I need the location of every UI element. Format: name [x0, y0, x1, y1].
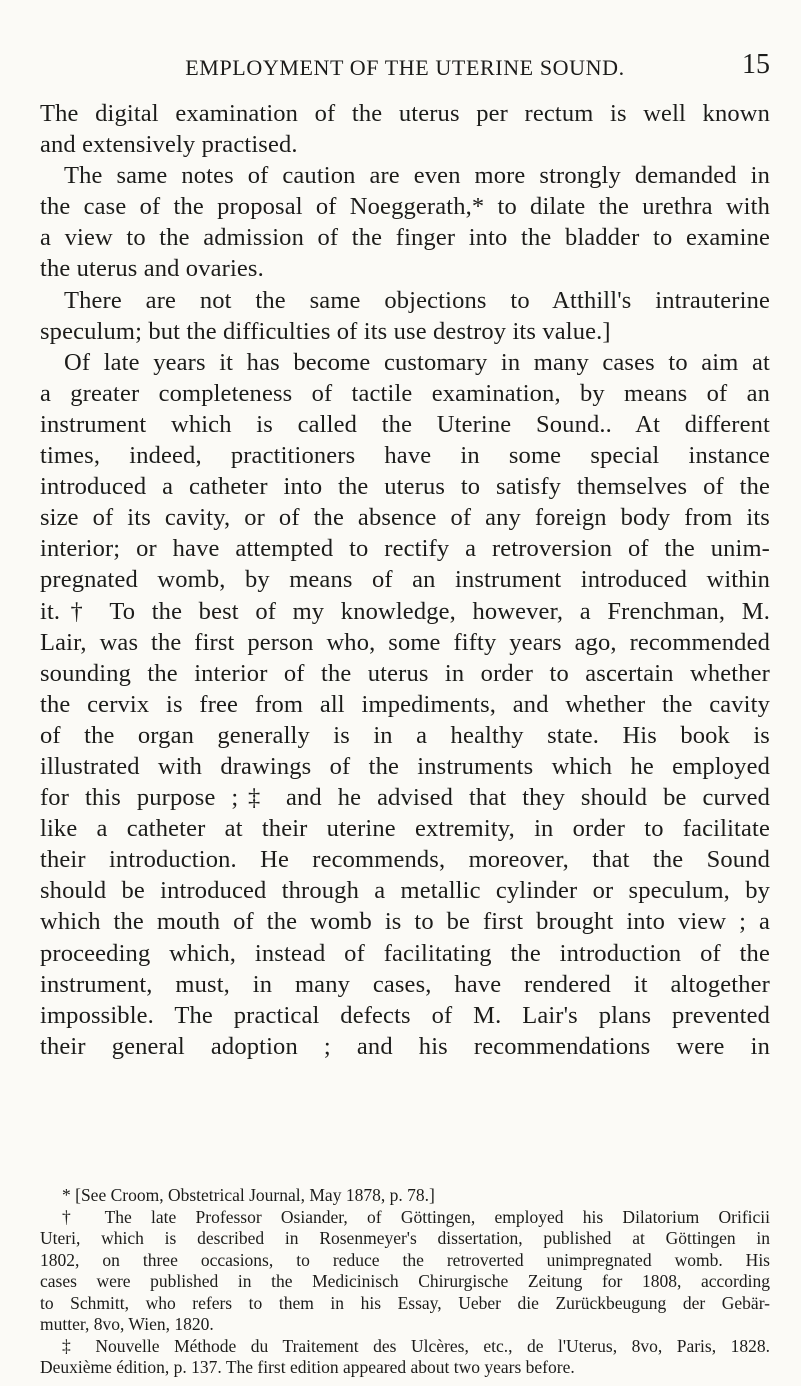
- body-line: instrument which is called the Uterine Sound.. At different: [40, 410, 770, 438]
- body-line: like a catheter at their uterine extremity, in order to facilitate: [40, 815, 770, 843]
- body-line: which the mouth of the womb is to be first brought into view ; a: [40, 908, 770, 936]
- body-line: it.† To the best of my knowledge, however, a Frenchman, M.: [40, 597, 770, 625]
- footnotes: [40, 1185, 770, 1379]
- body-line: There are not the same objections to Atthill's intrauterine: [64, 286, 770, 314]
- running-title: EMPLOYMENT OF THE UTERINE SOUND.: [185, 55, 625, 80]
- footnote-line: to Schmitt, who refers to them in his Essay, Ueber die Zurückbeugung der Gebär-: [40, 1292, 770, 1313]
- body-line: a greater completeness of tactile examination, by means of an: [40, 379, 770, 407]
- body-line: a view to the admission of the finger into the bladder to examine: [40, 224, 770, 252]
- body-line: the case of the proposal of Noeggerath,* to dilate the urethra with: [40, 193, 770, 221]
- footnote-line: Deuxième édition, p. 137. The first edition appeared about two years before.: [40, 1357, 575, 1377]
- body-line: The same notes of caution are even more strongly demanded in: [64, 162, 770, 190]
- footnote-line: mutter, 8vo, Wien, 1820.: [40, 1314, 214, 1334]
- footnote-line: ‡ Nouvelle Méthode du Traitement des Ulcères, etc., de l'Uterus, 8vo, Paris, 1828.: [62, 1335, 770, 1356]
- footnote-line: † The late Professor Osiander, of Göttingen, employed his Dilatorium Orificii: [62, 1206, 770, 1227]
- footnote-line: * [See Croom, Obstetrical Journal, May 1878, p. 78.]: [62, 1185, 435, 1205]
- footnote-line: 1802, on three occasions, to reduce the retroverted unimpregnated womb. His: [40, 1249, 770, 1270]
- body-line: introduced a catheter into the uterus to satisfy themselves of the: [40, 473, 770, 501]
- footnote-line: cases were published in the Medicinisch Chirurgische Zeitung for 1808, according: [40, 1271, 770, 1291]
- body-line: illustrated with drawings of the instruments which he employed: [40, 752, 770, 780]
- body-line: speculum; but the difficulties of its use destroy its value.]: [40, 317, 611, 345]
- body-line: their introduction. He recommends, moreover, that the Sound: [40, 846, 770, 874]
- body-line: pregnated womb, by means of an instrument introduced within: [40, 566, 770, 594]
- body-line: Of late years it has become customary in many cases to aim at: [64, 348, 770, 376]
- body-line: proceeding which, instead of facilitating the introduction of the: [40, 939, 770, 967]
- body-text: [40, 98, 770, 1062]
- body-line: their general adoption ; and his recommendations were in: [40, 1032, 770, 1060]
- body-line: sounding the interior of the uterus in order to ascertain whether: [40, 659, 770, 687]
- body-line: should be introduced through a metallic cylinder or speculum, by: [40, 877, 770, 905]
- body-line: instrument, must, in many cases, have rendered it altogether: [40, 970, 770, 998]
- book-page: [40, 0, 770, 1386]
- page-number: 15: [742, 49, 770, 80]
- running-head: [40, 49, 770, 85]
- body-line: Lair, was the first person who, some fifty years ago, recommended: [40, 628, 770, 656]
- body-line: the uterus and ovaries.: [40, 255, 264, 283]
- body-line: The digital examination of the uterus per rectum is well known: [40, 100, 770, 127]
- footnote-line: Uteri, which is described in Rosenmeyer's dissertation, published at Göttingen in: [40, 1228, 770, 1248]
- body-line: impossible. The practical defects of M. Lair's plans prevented: [40, 1001, 770, 1029]
- body-line: interior; or have attempted to rectify a retroversion of the unim-: [40, 535, 770, 563]
- body-line: the cervix is free from all impediments, and whether the cavity: [40, 690, 770, 718]
- body-line: size of its cavity, or of the absence of any foreign body from its: [40, 504, 770, 532]
- body-line: times, indeed, practitioners have in some special instance: [40, 442, 770, 470]
- body-line: for this purpose ;‡ and he advised that they should be curved: [40, 784, 770, 812]
- body-line: of the organ generally is in a healthy state. His book is: [40, 721, 770, 749]
- body-line: and extensively practised.: [40, 131, 298, 159]
